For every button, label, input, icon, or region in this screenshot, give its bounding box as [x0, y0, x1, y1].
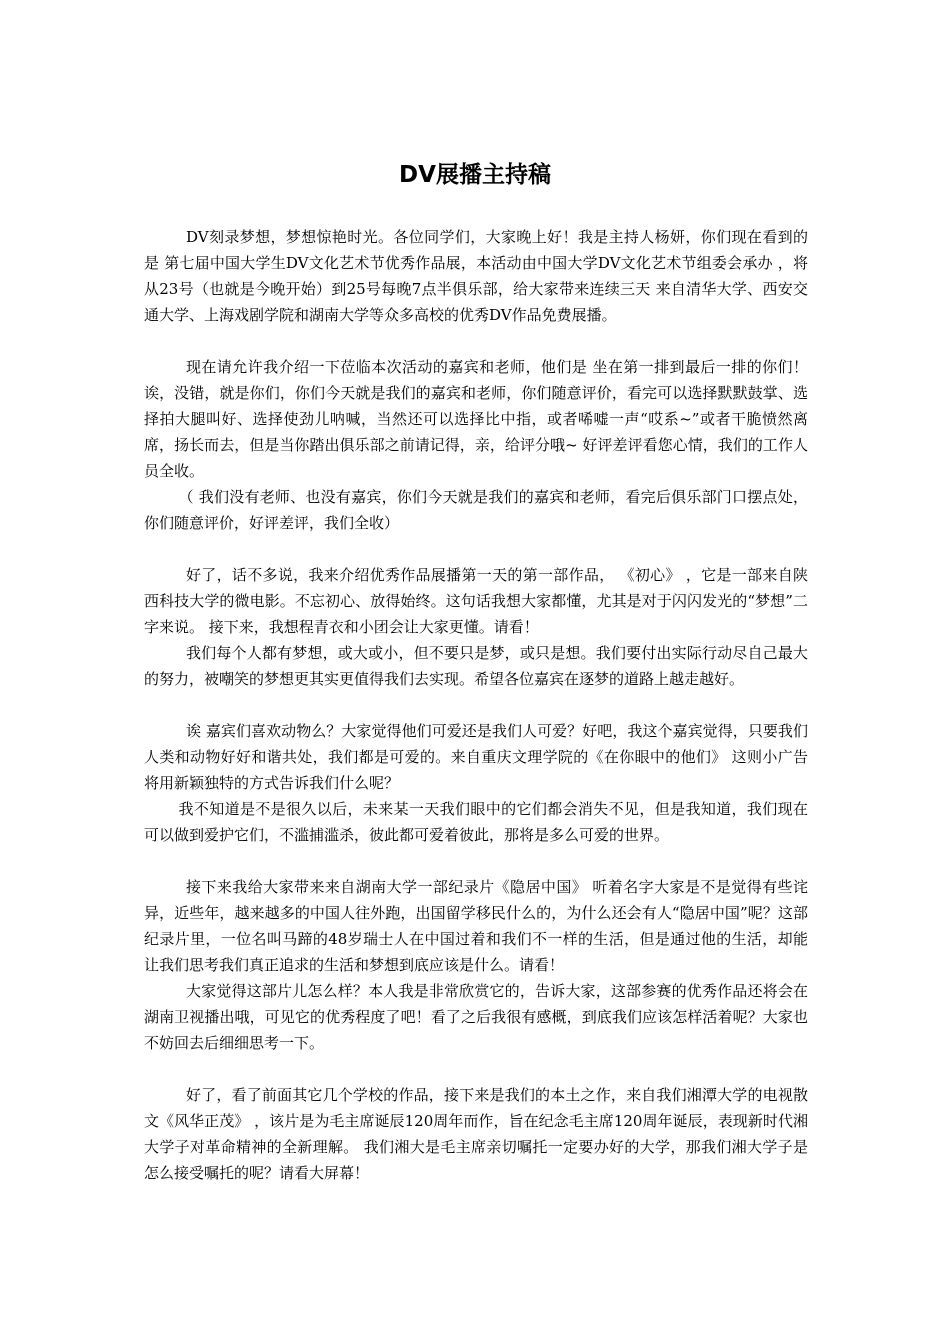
document-body: [144, 224, 808, 1186]
paragraph-guests-note: （ 我们没有老师、也没有嘉宾，你们今天就是我们的嘉宾和老师，看完后俱乐部门口摆点处，你们随意评价，好评差评，我们全收）: [144, 488, 808, 532]
paragraph-spacer: [144, 536, 808, 562]
paragraph-yinju-reflection: 大家觉得这部片儿怎么样？本人我是非常欣赏它的，告诉大家，这部参赛的优秀作品还将会在湖南卫视播出哦，可见它的优秀程度了吧！看了之后我很有感概，到底我们应该怎样活着呢？大家也不妨回去后细细思考一下。: [144, 982, 808, 1052]
paragraph-film-fenghua: 好了，看了前面其它几个学校的作品，接下来是我们的本土之作，来自我们湘潭大学的电视散文《风华正茂》 ，该片是为毛主席诞辰120周年而作，旨在纪念毛主席120周年诞辰，表现新时代湘大学子对革命精神的全新理解。 我们湘大是毛主席亲切嘱托一定要办好的大学，那我们湘大学子是怎么接受嘱托的呢？请看大屏幕！: [144, 1086, 808, 1182]
paragraph-guests: 现在请允许我介绍一下莅临本次活动的嘉宾和老师，他们是 坐在第一排到最后一排的你们！ 诶，没错，就是你们，你们今天就是我们的嘉宾和老师，你们随意评价，看完可以选择默默鼓掌、选择拍大腿叫好、选择使劲儿呐喊，当然还可以选择比中指，或者唏嘘一声“哎系~”或者干脆愤然离席，扬长而去，但是当你踏出俱乐部之前请记得，亲，给评分哦~ 好评差评看您心情，我们的工作人员全收。: [144, 358, 808, 480]
paragraph-spacer: [144, 328, 808, 354]
paragraph-dream-reflection: 我们每个人都有梦想，或大或小，但不要只是梦，或只是想。我们要付出实际行动尽自己最大的努力，被嘲笑的梦想更其实更值得我们去实现。希望各位嘉宾在逐梦的道路上越走越好。: [144, 644, 808, 688]
paragraph-animals-reflection: 我不知道是不是很久以后，未来某一天我们眼中的它们都会消失不见，但是我知道，我们现在可以做到爱护它们，不滥捕滥杀，彼此都可爱着彼此，那将是多么可爱的世界。: [144, 800, 808, 844]
paragraph-film-animals: 诶 嘉宾们喜欢动物么？大家觉得他们可爱还是我们人可爱？好吧，我这个嘉宾觉得，只要我们人类和动物好好和谐共处，我们都是可爱的。来自重庆文理学院的《在你眼中的他们》 这则小广告将用新颖独特的方式告诉我们什么呢？: [144, 722, 808, 792]
paragraph-intro: DV刻录梦想，梦想惊艳时光。各位同学们，大家晚上好！我是主持人杨妍，你们现在看到的是 第七届中国大学生DV文化艺术节优秀作品展，本活动由中国大学DV文化艺术节组委会承办 ，将从23号（也就是今晚开始）到25号每晚7点半俱乐部，给大家带来连续三天 来自清华大学、西安交通大学、上海戏剧学院和湖南大学等众多高校的优秀DV作品免费展播。: [144, 228, 808, 324]
paragraph-film-yinju: 接下来我给大家带来来自湖南大学一部纪录片《隐居中国》 听着名字大家是不是觉得有些诧异，近些年，越来越多的中国人往外跑，出国留学移民什么的，为什么还会有人“隐居中国”呢？这部纪录片里，一位名叫马蹄的48岁瑞士人在中国过着和我们不一样的生活，但是通过他的生活，却能让我们思考我们真正追求的生活和梦想到底应该是什么。请看！: [144, 878, 808, 974]
document-title: DV展播主持稿: [399, 162, 551, 188]
paragraph-film-chuxin: 好了，话不多说，我来介绍优秀作品展播第一天的第一部作品， 《初心》 ，它是一部来自陕西科技大学的微电影。不忘初心、放得始终。这句话我想大家都懂，尤其是对于闪闪发光的“梦想”二字来说。 接下来，我想程青衣和小团会让大家更懂。请看！: [144, 566, 808, 636]
paragraph-spacer: [144, 1056, 808, 1082]
paragraph-spacer: [144, 692, 808, 718]
paragraph-spacer: [144, 848, 808, 874]
